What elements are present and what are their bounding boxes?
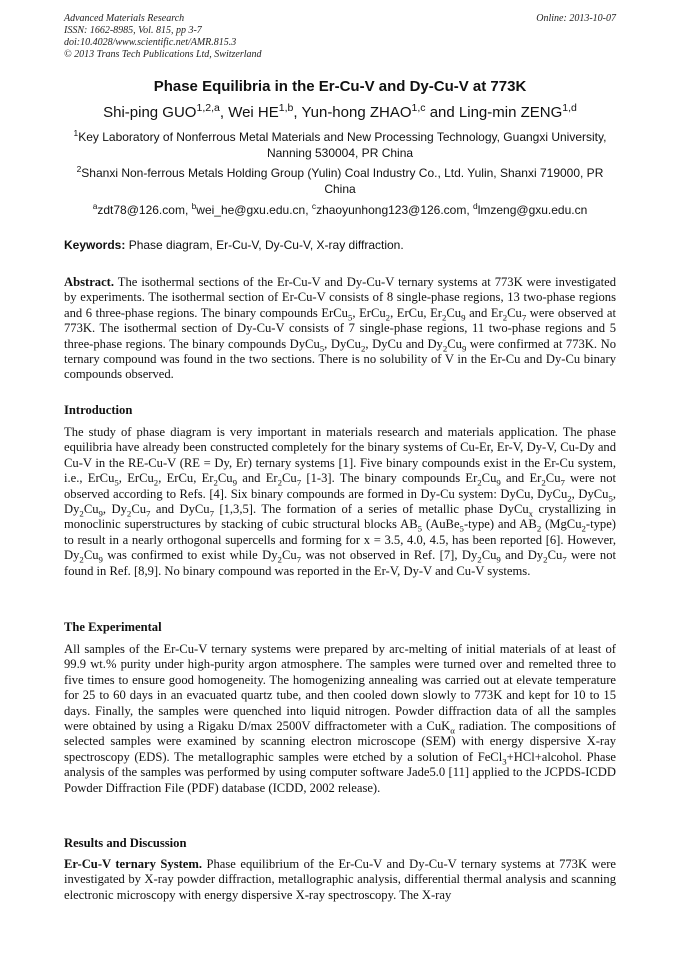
author: Wei HE$^{1,b}$, xyxy=(228,102,302,121)
results-paragraph: Er-Cu-V ternary System. Phase equilibrium of the Er-Cu-V and Dy-Cu-V ternary systems at 773K were investigated by X-ray powder diffraction, metallographic analysis, differential thermal analysis and scanning electronic microscopy with energy dispersive X-ray spectroscopy. The X-ray xyxy=(64,857,616,902)
subsection-lead: Er-Cu-V ternary System. xyxy=(64,857,203,871)
author: Ling-min ZENG$^{1,d}$ xyxy=(458,102,577,121)
abstract xyxy=(64,275,616,383)
author: Yun-hong ZHAO$^{1,c}$ and xyxy=(301,102,459,121)
journal-header xyxy=(64,13,616,61)
email[interactable]: $^b$wei_he@gxu.edu.cn xyxy=(191,201,306,217)
experimental-paragraph: All samples of the Er-Cu-V ternary systems were prepared by arc-melting of initial materials of at least of 99.9 wt.% purity under high-purity argon atmosphere. The samples were turned over and remelted three to five times to ensure good homogeneity. The homogenizing annealing was carried out at elevate temperature for 25 to 60 days in an evacuated quartz tube, and then cooled down slowly to 773K and kept for 10 to 15 days. Finally, the samples were quenched into liquid nitrogen. Powder diffraction data of all the samples were obtained by using a Rigaku D/max 2500V diffractometer with a CuK$_\alpha$ radiation. The compositions of selected samples were examined by scanning electron microscope (SEM) with energy dispersive X-ray spectroscopy (EDS). The metallographic samples were etched by a solution of FeCl$_3$+HCl+alcohol. Phase analysis of the samples was performed by using computer software Jade5.0 [11] applied to the JCPDS-ICDD Powder Diffraction File (PDF) database (ICDD, 2002 release). xyxy=(64,642,617,795)
email-list: $^a$zdt78@126.com, $^b$wei_he@gxu.edu.cn, $^c$zhaoyunhong123@126.com, $^d$lmzeng@gxu.edu.cn xyxy=(92,201,588,217)
journal-name: Advanced Materials Research xyxy=(64,13,185,24)
email[interactable]: $^a$zdt78@126.com xyxy=(92,201,185,217)
paper-title: Phase Equilibria in the Er-Cu-V and Dy-Cu-V at 773K xyxy=(153,78,527,95)
author-list xyxy=(64,104,616,122)
affiliation-1: $^1$Key Laboratory of Nonferrous Metal Materials and New Processing Technology, Guangxi University, Nanning 530004, PR China xyxy=(73,128,607,160)
keywords-text: Phase diagram, Er-Cu-V, Dy-Cu-V, X-ray diffraction. xyxy=(125,238,404,252)
section-heading-experimental: The Experimental xyxy=(64,620,162,634)
keywords xyxy=(64,237,616,253)
author: Shi-ping GUO$^{1,2,a}$, xyxy=(103,102,229,121)
issn-line: ISSN: 1662-8985, Vol. 815, pp 3-7 xyxy=(64,25,202,36)
keywords-label: Keywords: xyxy=(64,238,126,252)
section-heading-results: Results and Discussion xyxy=(64,836,187,850)
copyright-line: © 2013 Trans Tech Publications Ltd, Switzerland xyxy=(64,49,262,60)
section-heading-introduction: Introduction xyxy=(64,403,133,417)
introduction-paragraph: The study of phase diagram is very important in materials research and materials application. The phase equilibria have already been constructed completely for the binary systems of Cu-Er, Er-V, Dy-V, Cu-Dy and Cu-V in the RE-Cu-V (RE = Dy, Er) ternary systems [1]. Five binary compounds exist in the Er-Cu system, i.e., ErCu$_5$, ErCu$_2$, ErCu, $Er_2Cu_9$ and $Er_2Cu_7$ [1-3]. The binary compounds $Er_2Cu_9$ and $Er_2Cu_7$ were not observed according to Refs. [4]. Six binary compounds are formed in Dy-Cu system: DyCu, DyCu$_2$, DyCu$_5$, $Dy_2Cu_9$, $Dy_2Cu_7$ and DyCu$_7$ [1,3,5]. The formation of a series of metallic phase DyCu$_x$ crystallizing in monoclinic superstructures by stacking of cubic structural blocks $AB_5$ (AuBe$_5$-type) and $AB_2$ (MgCu$_2$-type) to result in a nearly orthogonal supercells and forming for x = 3.5, 4.0, 4.5, has been reported [6]. However, $Dy_2Cu_9$ was confirmed to exist while $Dy_2Cu_7$ was not observed in Ref. [7], $Dy_2Cu_9$ and $Dy_2Cu_7$ were not found in Ref. [8,9]. No binary compound was reported in the Er-V, Dy-V and Cu-V systems. xyxy=(64,425,617,578)
affiliation-2: $^2$Shanxi Non-ferrous Metals Holding Group (Yulin) Coal Industry Co., Ltd. Yulin, Shanxi 719000, PR China xyxy=(76,164,604,196)
doi-line: doi:10.4028/www.scientific.net/AMR.815.3 xyxy=(64,37,237,48)
abstract-text: The isothermal sections of the Er-Cu-V and Dy-Cu-V ternary systems at 773K were investigated by experiments. The isothermal section of Er-Cu-V consists of 8 single-phase regions, 13 two-phase regions and 6 three-phase regions. The binary compounds ErCu$_5$, ErCu$_2$, ErCu, $Er_2Cu_9$ and $Er_2Cu_7$ were observed at 773K. The isothermal section of Dy-Cu-V consists of 7 single-phase regions, 11 two-phase regions and 5 three-phase regions. The binary compounds DyCu$_5$, DyCu$_2$, DyCu and $Dy_2Cu_9$ were confirmed at 773K. No ternary compound was found in the two sections. There is no solubility of V in the Er-Cu and Dy-Cu binary compounds observed. xyxy=(64,275,617,382)
abstract-label: Abstract. xyxy=(64,275,115,289)
email[interactable]: $^d$lmzeng@gxu.edu.cn xyxy=(473,201,588,217)
online-date: Online: 2013-10-07 xyxy=(536,13,616,24)
email[interactable]: $^c$zhaoyunhong123@126.com xyxy=(311,201,467,217)
